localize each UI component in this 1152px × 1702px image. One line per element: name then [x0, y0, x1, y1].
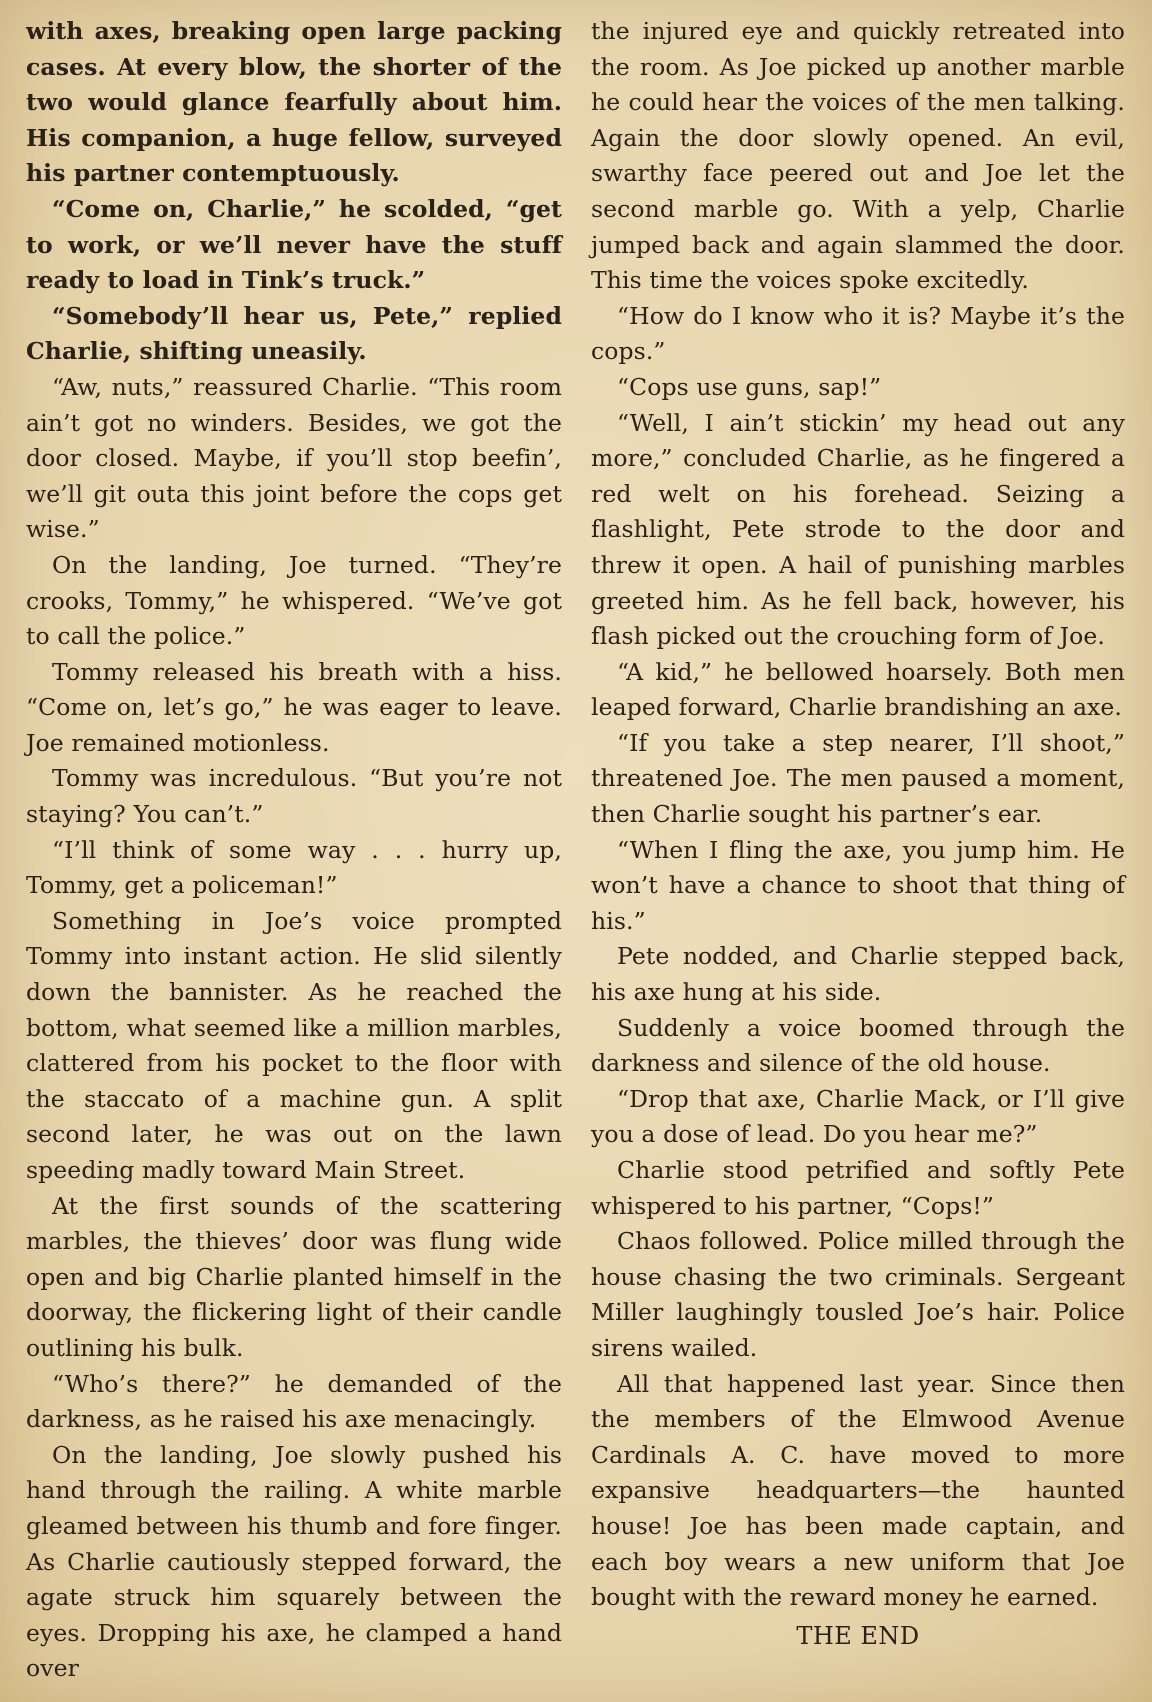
story-paragraph: On the landing, Joe slowly pushed his hand through the railing. A white marble gleamed between his thumb and fore finger. As Charlie cautiously stepped forward, the agate struck him squarely between the eyes. Dropping his axe, he clamped a hand over	[26, 1440, 562, 1683]
left-text-column	[26, 14, 562, 1687]
story-paragraph: “Well, I ain’t stickin’ my head out any more,” concluded Charlie, as he fingered a red welt on his forehead. Seizing a flashlight, Pete strode to the door and threw it open. A hail of punishing marbles greeted him. As he fell back, however, his flash picked out the crouching form of Joe.	[591, 408, 1125, 651]
story-paragraph: Chaos followed. Police milled through the house chasing the two criminals. Sergeant Miller laughingly tousled Joe’s hair. Police sirens wailed.	[591, 1227, 1125, 1362]
story-paragraph: “A kid,” he bellowed hoarsely. Both men leaped forward, Charlie brandishing an axe.	[591, 657, 1125, 722]
story-paragraph: “Aw, nuts,” reassured Charlie. “This room ain’t got no winders. Besides, we got the door closed. Maybe, if you’ll stop beefin’, we’ll git outa this joint before the cops get wise.”	[26, 372, 562, 544]
story-paragraph: “Drop that axe, Charlie Mack, or I’ll give you a dose of lead. Do you hear me?”	[591, 1084, 1125, 1149]
story-paragraph: with axes, breaking open large packing cases. At every blow, the shorter of the two would glance fearfully about him. His companion, a huge fellow, surveyed his partner contemptuously.	[26, 17, 562, 188]
story-paragraph: “Cops use guns, sap!”	[617, 372, 882, 401]
right-text-column	[591, 14, 1125, 1654]
story-paragraph: “Who’s there?” he demanded of the darkness, as he raised his axe menacingly.	[26, 1369, 562, 1434]
story-paragraph: Something in Joe’s voice prompted Tommy into instant action. He slid silently down the bannister. As he reached the bottom, what seemed like a million marbles, clattered from his pocket to the floor with the staccato of a machine gun. A split second later, he was out on the lawn speeding madly toward Main Street.	[26, 906, 562, 1184]
story-paragraph: Suddenly a voice boomed through the darkness and silence of the old house.	[591, 1013, 1125, 1078]
story-paragraph: At the first sounds of the scattering marbles, the thieves’ door was flung wide open and big Charlie planted himself in the doorway, the flickering light of their candle outlining his bulk.	[26, 1191, 562, 1362]
story-paragraph: “Somebody’ll hear us, Pete,” replied Charlie, shifting uneasily.	[26, 301, 562, 366]
story-paragraph: Pete nodded, and Charlie stepped back, his axe hung at his side.	[591, 942, 1125, 1007]
story-paragraph: On the landing, Joe turned. “They’re crooks, Tommy,” he whispered. “We’ve got to call the police.”	[26, 550, 562, 651]
story-paragraph: “If you take a step nearer, I’ll shoot,” threatened Joe. The men paused a moment, then Charlie sought his partner’s ear.	[591, 728, 1125, 829]
story-paragraph: Tommy was incredulous. “But you’re not staying? You can’t.”	[26, 764, 562, 829]
story-paragraph: All that happened last year. Since then the members of the Elmwood Avenue Cardinals A. C. have moved to more expansive headquarters—the haunted house! Joe has been made captain, and each boy wears a new uniform that Joe bought with the reward money he earned.	[591, 1369, 1125, 1612]
the-end-label: THE END	[796, 1621, 920, 1650]
story-paragraph: “Come on, Charlie,” he scolded, “get to work, or we’ll never have the stuff ready to load in Tink’s truck.”	[26, 194, 562, 295]
story-paragraph: “I’ll think of some way . . . hurry up, Tommy, get a policeman!”	[26, 835, 562, 900]
story-paragraph: the injured eye and quickly retreated into the room. As Joe picked up another marble he could hear the voices of the men talking. Again the door slowly opened. An evil, swarthy face peered out and Joe let the second marble go. With a yelp, Charlie jumped back and again slammed the door. This time the voices spoke excitedly.	[591, 17, 1125, 295]
story-paragraph: Charlie stood petrified and softly Pete whispered to his partner, “Cops!”	[591, 1156, 1125, 1220]
story-paragraph: “How do I know who it is? Maybe it’s the cops.”	[591, 301, 1125, 366]
story-paragraph: Tommy released his breath with a hiss. “Come on, let’s go,” he was eager to leave. Joe remained motionless.	[26, 657, 562, 757]
story-paragraph: “When I fling the axe, you jump him. He won’t have a chance to shoot that thing of his.”	[591, 835, 1125, 935]
